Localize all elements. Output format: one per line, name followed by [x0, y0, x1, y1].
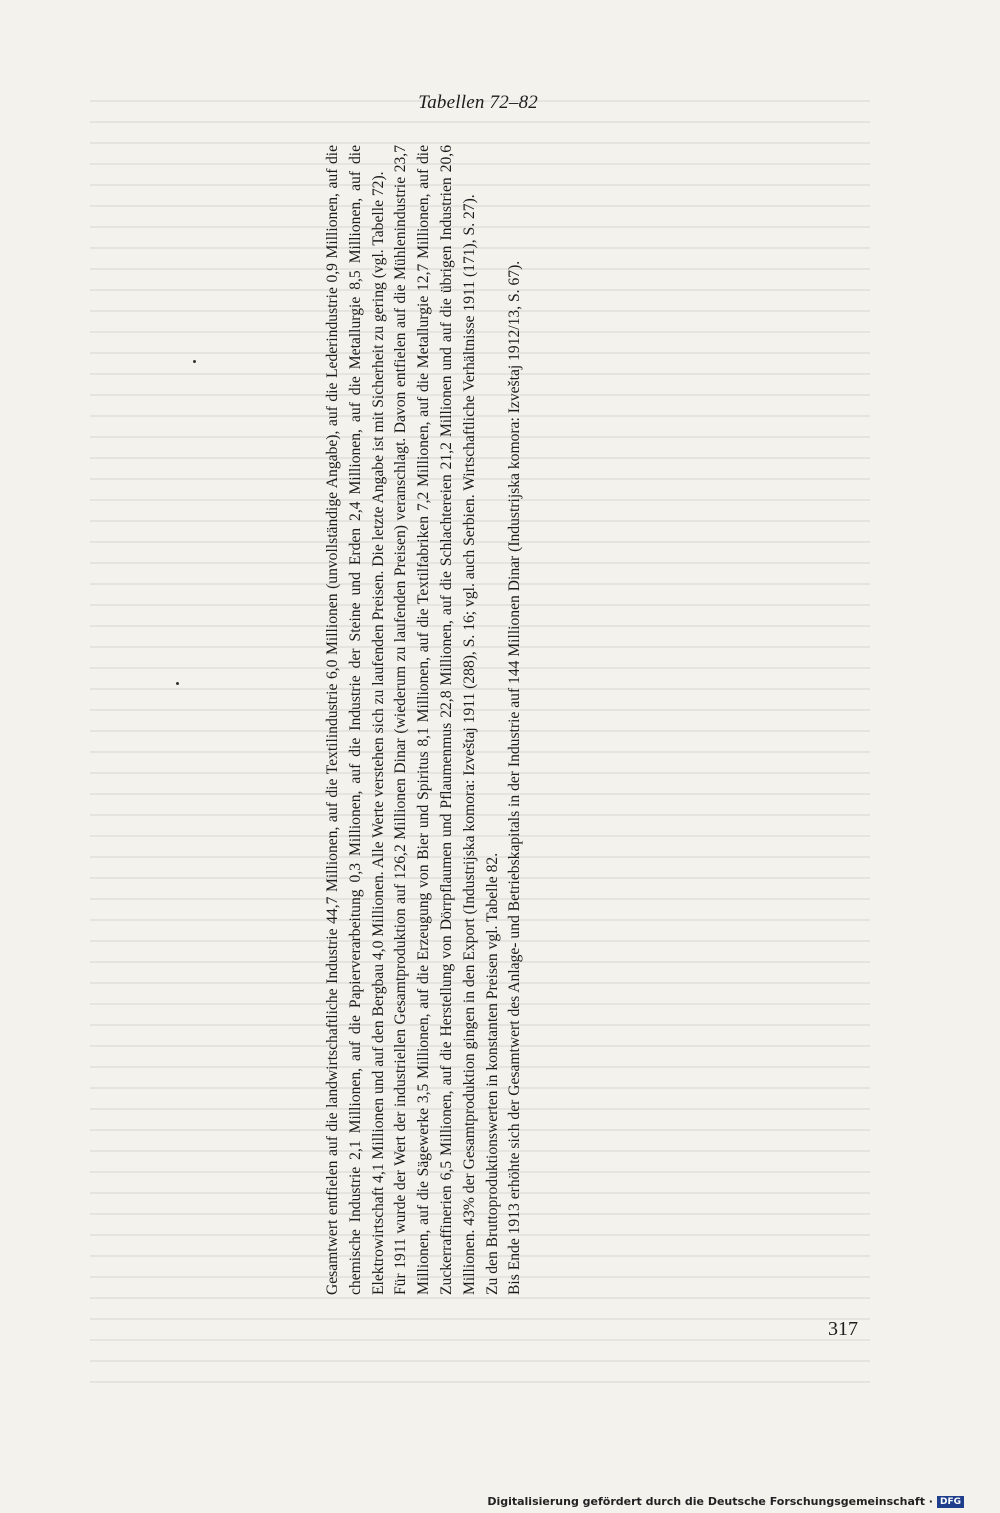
dfg-logo: DFG: [937, 1496, 964, 1508]
scan-speck: [176, 682, 179, 685]
rotated-body-text: [322, 145, 527, 1295]
body-paragraph-1: Gesamtwert entfielen auf die landwirtschaftliche Industrie 44,7 Millionen, auf die Textilindustrie 6,0 Millionen (unvollständige Angabe), auf die Lederindustrie 0,9 Millionen, auf die chemische Industrie 2,1 Millionen, auf die Papierverarbeitung 0,3 Millionen, auf die Industrie der Steine und Erden 2,4 Millionen, auf die Metallurgie 8,5 Millionen, auf die Elektrowirtschaft 4,1 Millionen und auf den Bergbau 4,0 Millionen. Alle Werte verstehen sich zu laufenden Preisen. Die letzte Angabe ist mit Sicherheit zu gering (vgl. Tabelle 72).: [324, 145, 387, 1295]
body-paragraph-2: Für 1911 wurde der Wert der industriellen Gesamtproduktion auf 126,2 Millionen Dinar (wiederum zu laufenden Preisen) veranschlagt. Davon entfielen auf die Mühlenindustrie 23,7 Millionen, auf die Sägewerke 3,5 Millionen, auf die Erzeugung von Bier und Spiritus 8,1 Millionen, auf die Textilfabriken 7,2 Millionen, auf die Metallurgie 12,7 Millionen, auf die Zuckerraffinerien 6,5 Millionen, auf die Herstellung von Dörrpflaumen und Pflaumenmus 22,8 Millionen, auf die Schlachtereien 21,2 Millionen und auf die übrigen Industrien 20,6 Millionen. 43% der Gesamtproduktion gingen in den Export (Industrijska komora: Izveštaj 1911 (288), S. 16; vgl. auch Serbien. Wirtschaftliche Verhältnisse 1911 (171), S. 27).: [392, 145, 478, 1295]
running-title: Tabellen 72–82: [418, 92, 538, 113]
body-paragraph-4: Bis Ende 1913 erhöhte sich der Gesamtwert des Anlage- und Betriebskapitals in der Industrie auf 144 Millionen Dinar (Industrijska komora: Izveštaj 1912/13, S. 67).: [506, 260, 524, 1295]
page-number: 317: [828, 1318, 858, 1340]
credit-text: Digitalisierung gefördert durch die Deutsche Forschungsgemeinschaft ·: [487, 1495, 933, 1508]
scan-speck: [193, 360, 196, 363]
body-paragraph-3: Zu den Bruttoproduktionswerten in konstanten Preisen vgl. Tabelle 82.: [483, 852, 501, 1295]
digitization-credit: [487, 1495, 964, 1508]
